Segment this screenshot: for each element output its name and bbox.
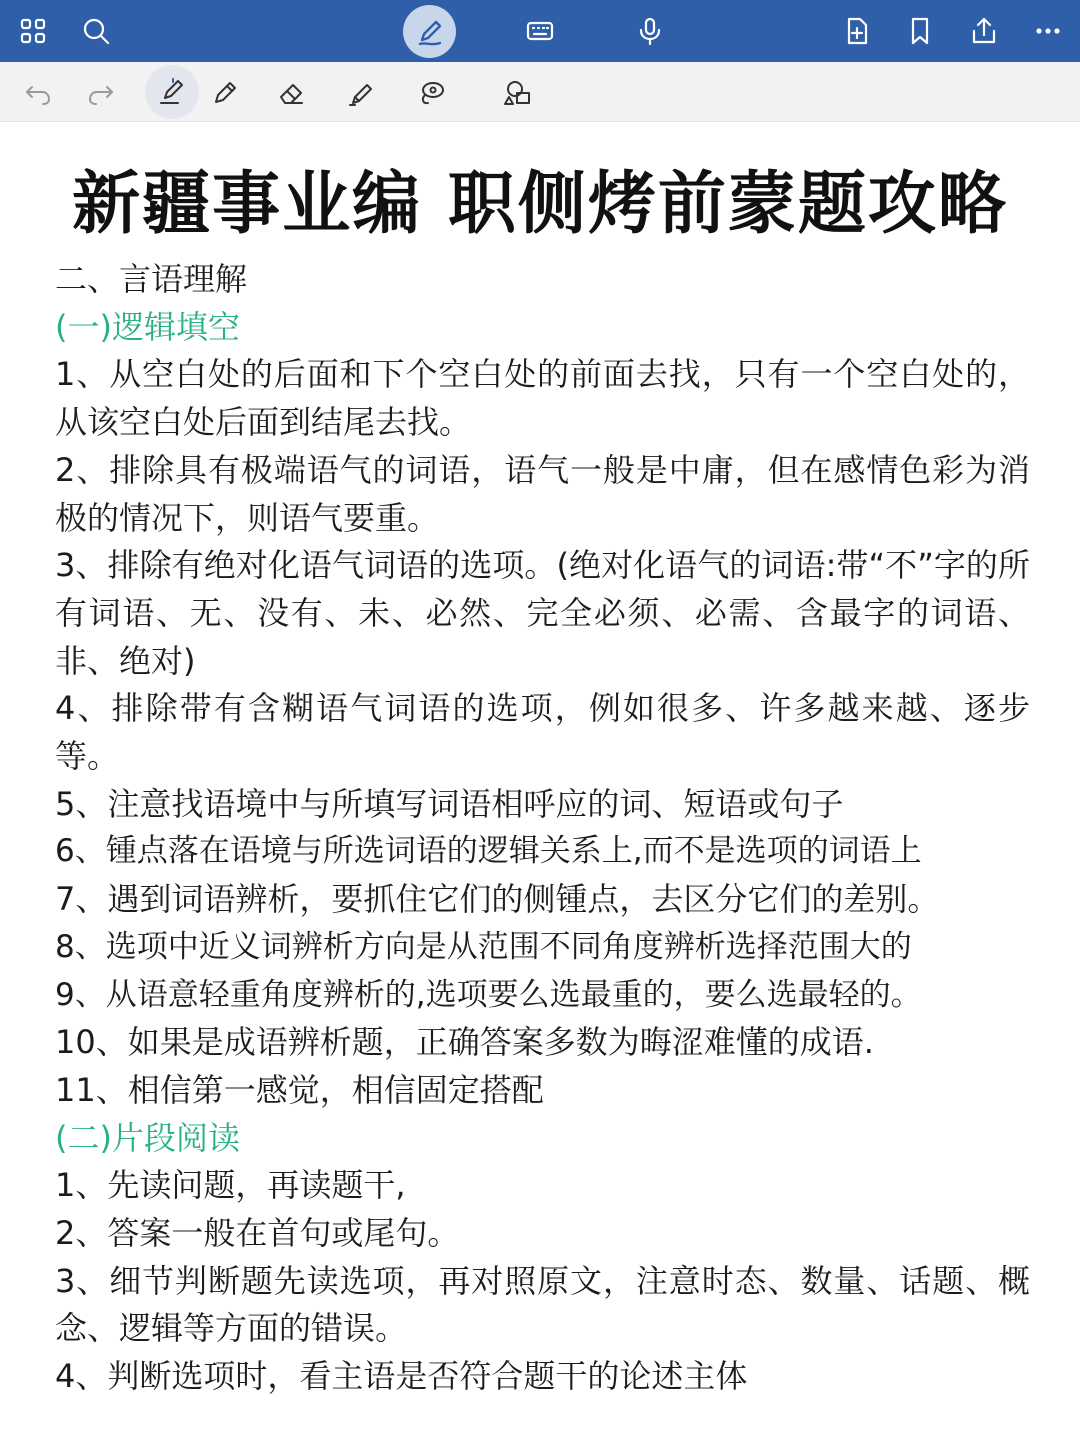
list-item: 8、选项中近义词辨析方向是从范围不同角度辨析选择范围大的 (55, 928, 912, 965)
lasso-icon[interactable] (410, 72, 452, 114)
pencil-icon[interactable] (204, 72, 246, 114)
list-item: 10、如果是成语辨析题，正确答案多数为晦涩难懂的成语. (55, 1023, 874, 1062)
list-item: 7、遇到词语辨析，要抓住它们的侧锺点，去区分它们的差别。 (55, 880, 940, 919)
list-item: 3、排除有绝对化语气词语的选项。(绝对化语气的词语:带“不”字的所有词语、无、没有、未、必然、完全必须、必需、含最字的词语、非、绝对) (55, 546, 1030, 680)
list-item: 4、判断选项时，看主语是否符合题干的论述主体 (55, 1357, 748, 1396)
subsection-heading-passage-reading: (二)片段阅读 (55, 1118, 240, 1157)
page-title: 新疆事业编 职侧烤前蒙题攻略 (72, 165, 1008, 244)
eraser-icon[interactable] (270, 72, 312, 114)
document-body (55, 256, 1030, 1401)
share-icon[interactable] (963, 10, 1005, 52)
grid-icon[interactable] (12, 10, 54, 52)
shapes-icon[interactable] (498, 72, 540, 114)
bookmark-icon[interactable] (899, 10, 941, 52)
list-item: 2、排除具有极端语气的词语，语气一般是中庸，但在感情色彩为消极的情况下，则语气要重。 (55, 450, 1030, 537)
section-heading: 二、言语理解 (55, 260, 248, 298)
subsection-heading-logic-fill: (一)逻辑填空 (55, 307, 240, 346)
list-item: 4、排除带有含糊语气词语的选项，例如很多、许多越来越、逐步等。 (55, 689, 1030, 776)
top-app-bar (0, 0, 1080, 62)
list-item: 3、细节判断题先读选项，再对照原文，注意时态、数量、话题、概念、逻辑等方面的错误。 (55, 1261, 1030, 1348)
pen-icon[interactable] (145, 65, 199, 119)
undo-icon[interactable] (17, 72, 59, 114)
add-page-icon[interactable] (836, 10, 878, 52)
list-item: 1、先读问题，再读题干, (55, 1166, 406, 1205)
pen-mode-icon[interactable] (403, 5, 456, 58)
redo-icon[interactable] (80, 72, 122, 114)
list-item: 9、从语意轻重角度辨析的,选项要么选最重的，要么选最轻的。 (55, 976, 922, 1013)
highlighter-icon[interactable] (340, 72, 382, 114)
list-item: 1、从空白处的后面和下个空白处的前面去找，只有一个空白处的，从该空白处后面到结尾去找。 (55, 355, 1030, 442)
more-icon[interactable] (1027, 10, 1069, 52)
list-item: 2、答案一般在首句或尾句。 (55, 1214, 460, 1253)
microphone-icon[interactable] (629, 10, 671, 52)
keyboard-icon[interactable] (519, 10, 561, 52)
list-item: 11、相信第一感觉，相信固定搭配 (55, 1070, 544, 1109)
search-icon[interactable] (75, 10, 117, 52)
list-item: 6、锺点落在语境与所选词语的逻辑关系上,而不是选项的词语上 (55, 833, 922, 870)
list-item: 5、注意找语境中与所填写词语相呼应的词、短语或句子 (55, 784, 844, 823)
